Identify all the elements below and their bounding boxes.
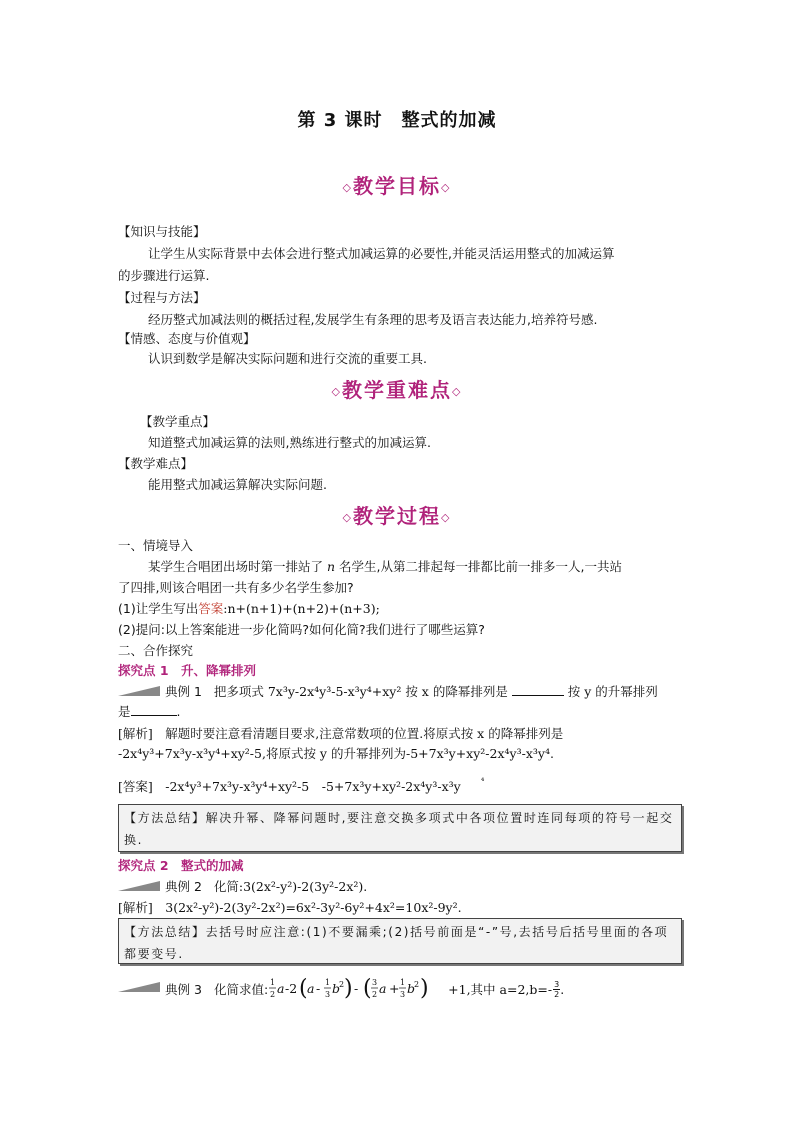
section-heading-keypoints	[0, 374, 794, 403]
example-1-text-end: 是	[118, 704, 131, 719]
explore-point-1-heading: 探究点 1 升、降幂排列	[118, 663, 257, 678]
svg-text:2: 2	[372, 990, 378, 999]
method-summary-1: 【方法总结】解决升幂、降幂问题时,要注意交换多项式中各项位置时连同每项的符号一起交换.	[118, 804, 682, 852]
svg-text:(: (	[363, 976, 372, 1001]
svg-text:3: 3	[325, 990, 331, 999]
fraction-denominator: 2	[554, 989, 560, 999]
section-keypoints-label: 教学重难点	[342, 378, 452, 402]
svg-text:): )	[420, 976, 429, 1001]
answer-blank[interactable]	[512, 683, 564, 696]
example-wedge-icon	[118, 686, 160, 696]
method-summary-2: 【方法总结】去括号时应注意:(1)不要漏乘;(2)括号前面是“-”号,去括号后括号里面的各项都要变号.	[118, 918, 682, 964]
intro-text-part: 名学生,从第二排起每一排都比前一排多一人,一共站	[335, 559, 622, 574]
svg-text:-: -	[354, 981, 359, 996]
diamond-icon: ◇	[441, 511, 452, 524]
section-heading-process	[0, 500, 794, 529]
svg-text:a: a	[307, 981, 315, 996]
example-1-label: 典例 1	[165, 684, 202, 699]
svg-text:3: 3	[372, 978, 378, 987]
example-3-suffix: +1,其中 a=2,b=-	[448, 982, 553, 997]
section-heading-goals	[0, 170, 794, 199]
goals-attitude-heading: 【情感、态度与价值观】	[118, 331, 256, 346]
goals-knowledge-text-cont: 的步骤进行运算.	[118, 268, 210, 283]
diamond-icon: ◇	[452, 385, 463, 398]
example-1-analysis: [解析] 解题时要注意看清题目要求,注意常数项的位置.将原式按 x 的降幂排列是	[118, 726, 564, 741]
keypoints-focus-text: 知道整式加减运算的法则,熟练进行整式的加减运算.	[148, 435, 431, 450]
answer-word: 答案	[198, 601, 224, 616]
svg-text:2: 2	[414, 980, 420, 989]
example-2-label: 典例 2	[165, 879, 202, 894]
svg-text:a: a	[277, 981, 285, 996]
section-goals-label: 教学目标	[353, 174, 441, 198]
fraction-numerator: 3	[554, 979, 560, 989]
example-3-prefix: 化简求值:	[213, 982, 269, 997]
example-1-text-cont: 按 y 的升幂排列	[567, 684, 658, 699]
diamond-icon: ◇	[441, 181, 452, 194]
svg-text:b: b	[332, 981, 341, 996]
example-1-question	[165, 682, 658, 700]
example-1-answer	[118, 777, 484, 795]
answer-blank[interactable]	[131, 703, 177, 716]
goals-process-text: 经历整式加减法则的概括过程,发展学生有条理的思考及语言表达能力,培养符号感.	[148, 312, 598, 327]
keypoints-difficulty-heading: 【教学难点】	[118, 456, 194, 471]
example-1-text: 把多项式 7x³y-2x⁴y³-5-x³y⁴+xy² 按 x 的降幂排列是	[213, 684, 508, 699]
example-1-answer-exponent: ⁴	[480, 777, 485, 787]
explore-point-2-heading: 探究点 2 整式的加减	[118, 858, 244, 873]
svg-text:(: (	[299, 976, 308, 1001]
svg-text:): )	[344, 976, 353, 1001]
svg-text:2: 2	[270, 990, 276, 999]
keypoints-focus-heading: 【教学重点】	[140, 414, 216, 429]
question-1-prefix: (1)让学生写出	[118, 601, 199, 616]
intro-variable-n: n	[326, 559, 336, 574]
example-2-question	[165, 877, 367, 895]
svg-text:+: +	[389, 981, 400, 996]
svg-text:1: 1	[270, 978, 276, 987]
svg-text:1: 1	[400, 978, 406, 987]
example-wedge-icon	[118, 982, 160, 992]
svg-text:a: a	[379, 981, 387, 996]
example-2-analysis: [解析] 3(2x²-y²)-2(3y²-2x²)=6x²-3y²-6y²+4x²=10x²-9y².	[118, 900, 462, 915]
intro-text-line1	[148, 557, 622, 575]
example-2-text: 化简:3(2x²-y²)-2(3y²-2x²).	[213, 879, 368, 894]
example-wedge-icon	[118, 881, 160, 891]
svg-text:-2: -2	[285, 981, 298, 996]
intro-text-line2: 了四排,则该合唱团一共有多少名学生参加?	[118, 580, 354, 595]
intro-text-part: 某学生合唱团出场时第一排站了	[148, 559, 327, 574]
question-1	[118, 599, 380, 617]
question-2: (2)提问:以上答案能进一步化简吗?如何化简?我们进行了哪些运算?	[118, 622, 485, 637]
example-1-question-cont: 是 .	[118, 704, 181, 719]
example-3-formula	[269, 976, 447, 1002]
svg-text:2: 2	[339, 980, 345, 989]
goals-attitude-text: 认识到数学是解决实际问题和进行交流的重要工具.	[148, 351, 427, 366]
goals-knowledge-heading: 【知识与技能】	[118, 224, 206, 239]
diamond-icon: ◇	[342, 181, 353, 194]
diamond-icon: ◇	[342, 511, 353, 524]
diamond-icon: ◇	[331, 385, 342, 398]
page-title: 第 3 课时 整式的加减	[297, 110, 497, 131]
example-3-question: 典例 3 化简求值: 1 2 a -2 ( a - 1 3 b 2 ) - ( 3 2 a + 1 3 b 2 ) +1,其中 a=2,b=- $\frac{3}{2}$ .	[165, 976, 565, 1001]
example-1-analysis-cont: -2x⁴y³+7x³y-x³y⁴+xy²-5,将原式按 y 的升幂排列为-5+7x³y+xy²-2x⁴y³-x³y⁴.	[118, 746, 554, 761]
svg-text:-: -	[316, 981, 321, 996]
question-1-expression: :n+(n+1)+(n+2)+(n+3);	[223, 601, 380, 616]
example-1-answer-text: [答案] -2x⁴y³+7x³y-x³y⁴+xy²-5 -5+7x³y+xy²-2x⁴y³-x³y	[118, 779, 461, 794]
svg-text:b: b	[407, 981, 416, 996]
process-step1-heading: 一、情境导入	[118, 538, 194, 553]
goals-knowledge-text: 让学生从实际背景中去体会进行整式加减运算的必要性,并能灵活运用整式的加减运算	[148, 246, 615, 261]
section-process-label: 教学过程	[353, 504, 441, 528]
example-3-label: 典例 3	[165, 982, 202, 997]
keypoints-difficulty-text: 能用整式加减运算解决实际问题.	[148, 477, 327, 492]
fraction	[553, 980, 560, 999]
svg-text:1: 1	[325, 978, 331, 987]
svg-text:3: 3	[400, 990, 406, 999]
process-step2-heading: 二、合作探究	[118, 643, 194, 658]
goals-process-heading: 【过程与方法】	[118, 290, 206, 305]
